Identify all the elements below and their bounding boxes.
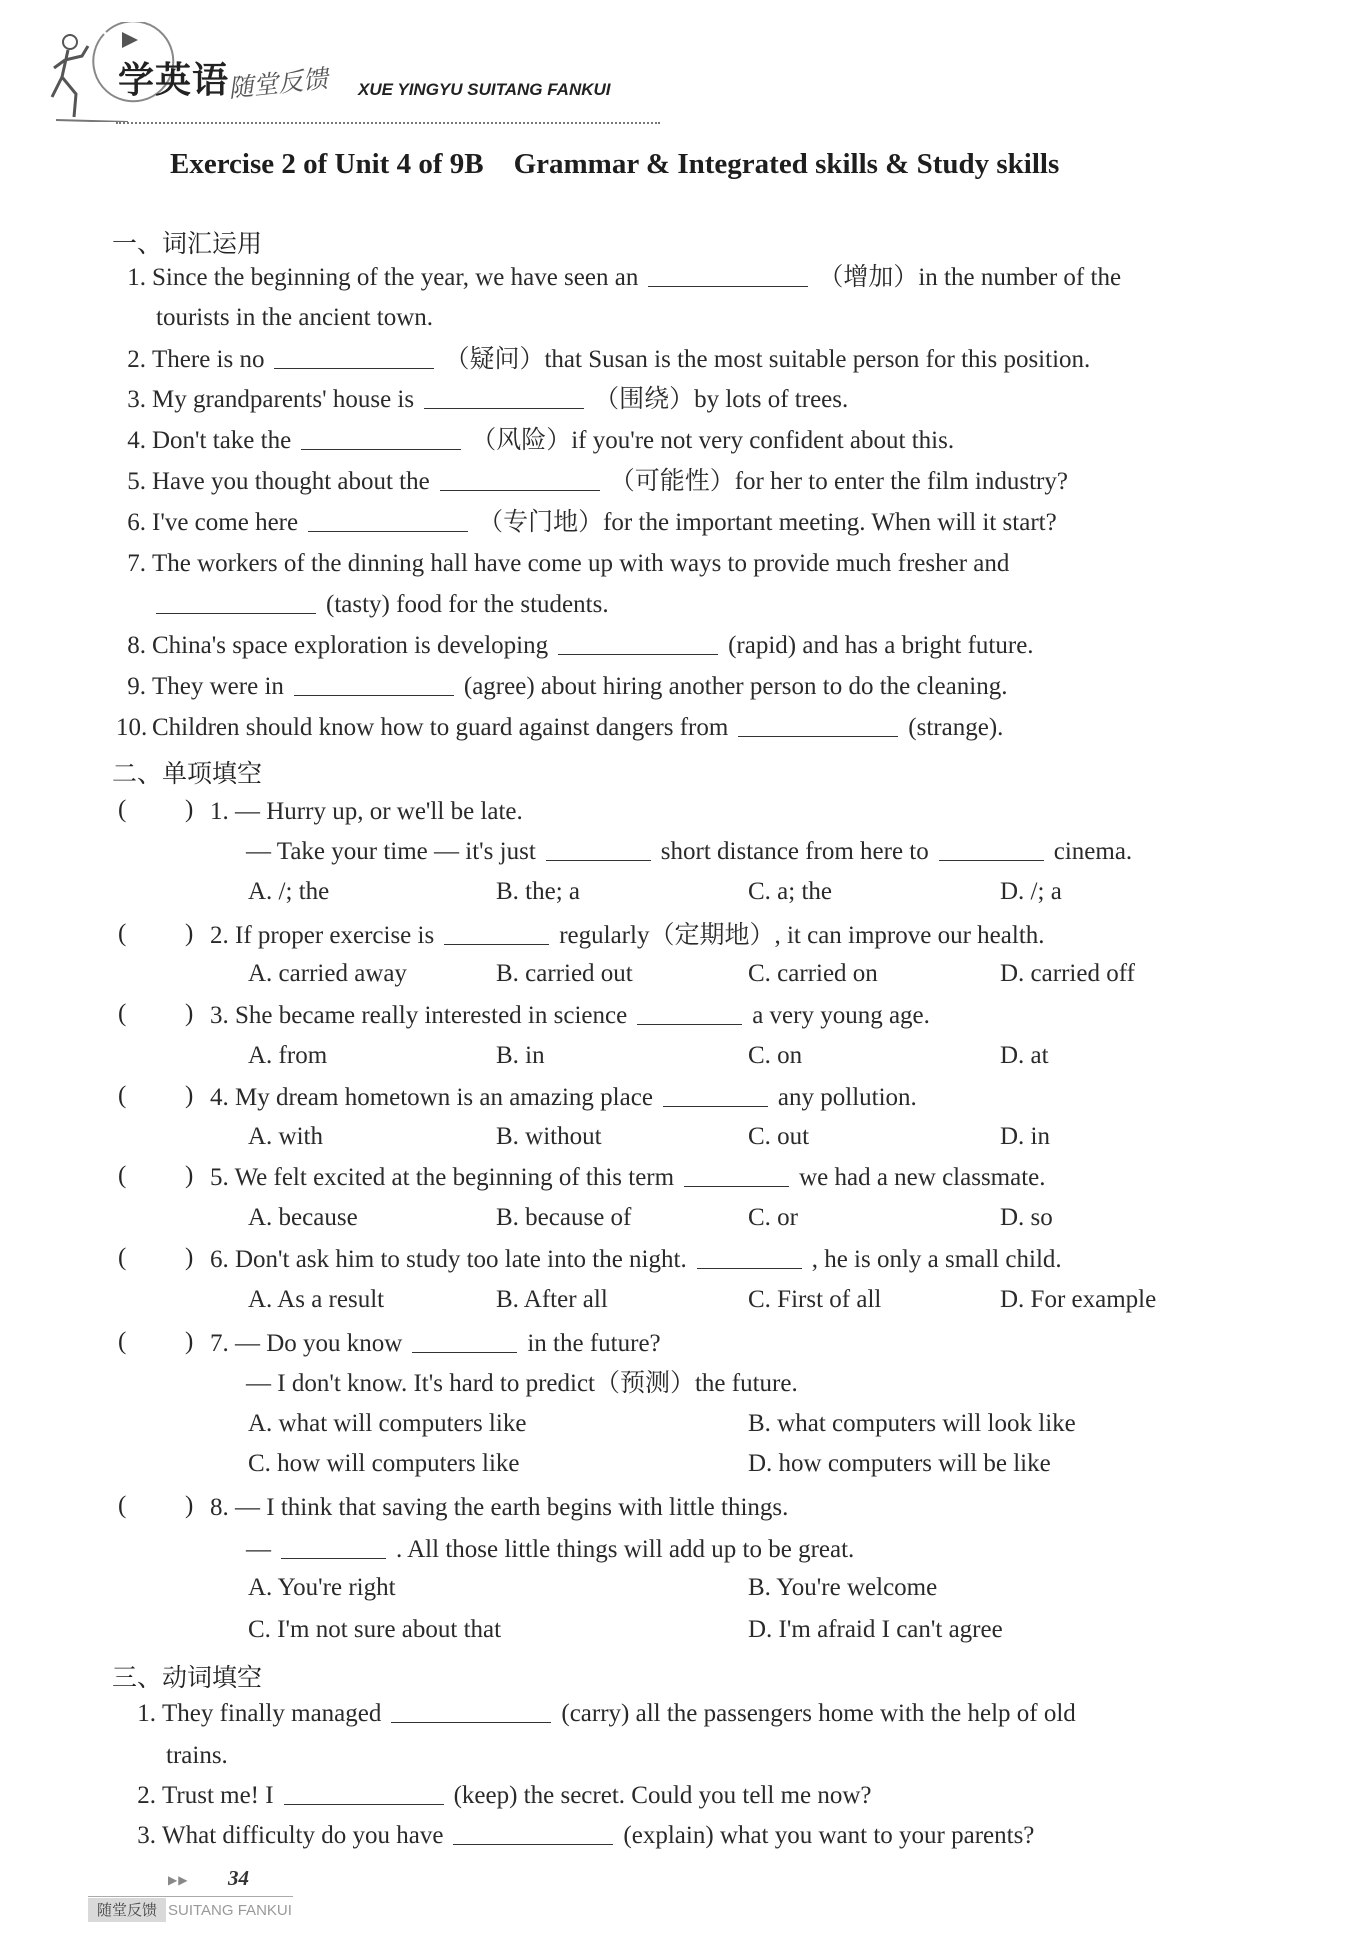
item-number: 6. — [127, 509, 146, 536]
answer-paren-open: ( — [118, 1328, 127, 1355]
answer-blank[interactable] — [391, 1700, 551, 1723]
question-number: 7. — [210, 1330, 229, 1357]
item-text: They were in — [152, 673, 284, 700]
question-text: cinema. — [1053, 838, 1133, 865]
option-c[interactable]: C. carried on — [748, 960, 878, 987]
answer-blank[interactable] — [697, 1246, 802, 1269]
item-hint: （增加）in the number of the — [818, 264, 1122, 291]
item-number: 10. — [116, 714, 148, 741]
question-text: We felt excited at the beginning of this term — [234, 1164, 675, 1191]
verb-item-1-cont: trains. — [166, 1742, 228, 1769]
option-c[interactable]: C. I'm not sure about that — [248, 1616, 502, 1643]
item-number: 8. — [127, 632, 146, 659]
item-hint: (keep) the secret. Could you tell me now? — [453, 1782, 872, 1809]
answer-paren-open: ( — [118, 920, 127, 947]
option-a[interactable]: A. with — [248, 1123, 323, 1150]
item-hint: (tasty) food for the students. — [326, 591, 609, 618]
option-a[interactable]: A. /; the — [248, 878, 330, 905]
question-number: 6. — [210, 1246, 229, 1273]
vocab-item-9 — [116, 671, 1007, 703]
section-heading-vocab: 一、词汇运用 — [112, 229, 263, 258]
option-a[interactable]: A. As a result — [248, 1286, 385, 1313]
question-text: regularly（定期地）, it can improve our health. — [559, 922, 1045, 949]
footer-pinyin: SUITANG FANKUI — [168, 1902, 292, 1919]
question-text: — I think that saving the earth begins with little things. — [235, 1494, 789, 1521]
vocab-item-1-cont: tourists in the ancient town. — [156, 304, 434, 331]
question-number: 3. — [210, 1002, 229, 1029]
item-number: 9. — [127, 673, 146, 700]
option-b[interactable]: B. You're welcome — [748, 1574, 938, 1601]
answer-blank[interactable] — [453, 1822, 613, 1845]
answer-paren-close: ) — [185, 1244, 194, 1271]
answer-blank[interactable] — [301, 427, 461, 450]
footer-divider — [88, 1896, 293, 1897]
question-text: we had a new classmate. — [799, 1164, 1046, 1191]
question-text: in the future? — [527, 1330, 661, 1357]
answer-blank[interactable] — [412, 1330, 517, 1353]
question-number: 8. — [210, 1494, 229, 1521]
item-text: Since the beginning of the year, we have seen an — [152, 264, 639, 291]
item-hint: （围绕）by lots of trees. — [594, 386, 849, 413]
option-d[interactable]: D. how computers will be like — [748, 1450, 1051, 1477]
item-hint: （疑问）that Susan is the most suitable person for this position. — [444, 346, 1091, 373]
question-text: She became really interested in science — [235, 1002, 628, 1029]
verb-item-2 — [126, 1780, 872, 1812]
option-c[interactable]: C. a; the — [748, 878, 833, 905]
vocab-item-7-cont — [156, 589, 609, 621]
choice-q3 — [210, 1000, 930, 1032]
choice-q5 — [210, 1162, 1046, 1194]
verb-item-3 — [126, 1820, 1034, 1852]
option-b[interactable]: B. carried out — [496, 960, 633, 987]
choice-q6 — [210, 1244, 1062, 1276]
option-d[interactable]: D. at — [1000, 1042, 1049, 1069]
choice-q8 — [210, 1492, 788, 1524]
option-d[interactable]: D. in — [1000, 1123, 1050, 1150]
item-hint: (agree) about hiring another person to do the cleaning. — [463, 673, 1008, 700]
item-number: 2. — [127, 346, 146, 373]
question-text: — Take your time — it's just — [246, 838, 536, 865]
option-c[interactable]: C. First of all — [748, 1286, 882, 1313]
item-text: Trust me! I — [162, 1782, 274, 1809]
answer-paren-open: ( — [118, 1244, 127, 1271]
option-a[interactable]: A. carried away — [248, 960, 407, 987]
option-c[interactable]: C. on — [748, 1042, 803, 1069]
question-number: 2. — [210, 922, 229, 949]
option-d[interactable]: D. I'm afraid I can't agree — [748, 1616, 1003, 1643]
vocab-item-10 — [116, 712, 1003, 744]
option-b[interactable]: B. After all — [496, 1286, 608, 1313]
page-title — [170, 148, 1220, 181]
option-b[interactable]: B. the; a — [496, 878, 581, 905]
verb-item-1 — [126, 1698, 1076, 1730]
item-text: What difficulty do you have — [162, 1822, 444, 1849]
answer-blank[interactable] — [294, 673, 454, 696]
option-b[interactable]: B. without — [496, 1123, 602, 1150]
option-d[interactable]: D. For example — [1000, 1286, 1157, 1313]
choice-q8-reply — [246, 1534, 854, 1566]
option-a[interactable]: A. what will computers like — [248, 1410, 527, 1437]
item-number: 3. — [137, 1822, 156, 1849]
item-text: The workers of the dinning hall have come up with ways to provide much fresher and — [152, 550, 1010, 577]
answer-blank[interactable] — [444, 922, 549, 945]
answer-blank[interactable] — [424, 386, 584, 409]
vocab-item-6 — [116, 507, 1057, 539]
item-text: My grandparents' house is — [152, 386, 415, 413]
answer-paren-close: ) — [185, 1328, 194, 1355]
vocab-item-1 — [116, 262, 1121, 294]
answer-blank[interactable] — [274, 346, 434, 369]
page-number: 34 — [228, 1866, 249, 1890]
choice-q7 — [210, 1328, 661, 1360]
item-hint: （专门地）for the important meeting. When will it start? — [478, 509, 1057, 536]
option-a[interactable]: A. from — [248, 1042, 328, 1069]
question-number: 4. — [210, 1084, 229, 1111]
answer-paren-close: ) — [185, 796, 194, 823]
question-text: — — [246, 1536, 271, 1563]
header-divider — [116, 122, 660, 124]
item-number: 2. — [137, 1782, 156, 1809]
option-d[interactable]: D. so — [1000, 1204, 1053, 1231]
answer-blank[interactable] — [546, 838, 651, 861]
vocab-item-8 — [116, 630, 1034, 662]
answer-blank[interactable] — [684, 1164, 789, 1187]
title-exercise: Exercise 2 of Unit 4 of 9B — [170, 148, 484, 180]
answer-paren-close: ) — [185, 920, 194, 947]
option-a[interactable]: A. You're right — [248, 1574, 396, 1601]
question-text: — Do you know — [235, 1330, 403, 1357]
item-hint: （风险）if you're not very confident about this. — [471, 427, 955, 454]
answer-blank[interactable] — [440, 468, 600, 491]
vocab-item-5 — [116, 466, 1068, 498]
answer-blank[interactable] — [281, 1536, 386, 1559]
option-c[interactable]: C. out — [748, 1123, 810, 1150]
page-arrow-icon: ▶▶ — [168, 1873, 189, 1887]
choice-q2 — [210, 920, 1045, 952]
item-number: 4. — [127, 427, 146, 454]
question-number: 1. — [210, 798, 229, 825]
item-text: Don't take the — [152, 427, 292, 454]
brand-subtitle: 随堂反馈 — [226, 63, 330, 104]
option-b[interactable]: B. in — [496, 1042, 545, 1069]
question-text: My dream hometown is an amazing place — [235, 1084, 653, 1111]
answer-blank[interactable] — [156, 591, 316, 614]
vocab-item-2 — [116, 344, 1090, 376]
option-b[interactable]: B. because of — [496, 1204, 632, 1231]
question-number: 5. — [210, 1164, 229, 1191]
item-number: 5. — [127, 468, 146, 495]
title-topics: Grammar & Integrated skills & Study skills — [513, 148, 1060, 180]
item-text: Children should know how to guard against dangers from — [152, 714, 729, 741]
brand-title: 学英语 — [118, 60, 230, 101]
option-d[interactable]: D. /; a — [1000, 878, 1062, 905]
vocab-item-7 — [116, 548, 1009, 580]
option-c[interactable]: C. or — [748, 1204, 798, 1231]
answer-blank[interactable] — [738, 714, 898, 737]
item-hint: (carry) all the passengers home with the help of old — [561, 1700, 1076, 1727]
choice-q4 — [210, 1082, 917, 1114]
question-text: short distance from here to — [660, 838, 929, 865]
item-number: 1. — [127, 264, 146, 291]
question-text: a very young age. — [752, 1002, 930, 1029]
answer-blank[interactable] — [648, 264, 808, 287]
brand-pinyin: XUE YINGYU SUITANG FANKUI — [358, 80, 611, 99]
answer-paren-close: ) — [185, 1082, 194, 1109]
option-d[interactable]: D. carried off — [1000, 960, 1135, 987]
question-text: . All those little things will add up to be great. — [396, 1536, 855, 1563]
answer-paren-open: ( — [118, 1162, 127, 1189]
answer-paren-open: ( — [118, 1082, 127, 1109]
section-heading-verbs: 三、动词填空 — [112, 1663, 263, 1692]
option-a[interactable]: A. because — [248, 1204, 358, 1231]
answer-blank[interactable] — [939, 838, 1044, 861]
answer-paren-close: ) — [185, 1162, 194, 1189]
option-b[interactable]: B. what computers will look like — [748, 1410, 1076, 1437]
answer-paren-close: ) — [185, 1492, 194, 1519]
answer-blank[interactable] — [284, 1782, 444, 1805]
question-text: any pollution. — [777, 1084, 917, 1111]
item-text: China's space exploration is developing — [152, 632, 549, 659]
question-text: If proper exercise is — [235, 922, 435, 949]
section-heading-choice: 二、单项填空 — [112, 759, 263, 788]
answer-blank[interactable] — [663, 1084, 768, 1107]
answer-paren-close: ) — [185, 1000, 194, 1027]
question-text: Don't ask him to study too late into the night. — [235, 1246, 687, 1273]
answer-paren-open: ( — [118, 1492, 127, 1519]
item-text: They finally managed — [162, 1700, 382, 1727]
item-hint: (explain) what you want to your parents? — [623, 1822, 1035, 1849]
answer-paren-open: ( — [118, 1000, 127, 1027]
question-text: — Hurry up, or we'll be late. — [235, 798, 523, 825]
vocab-item-4 — [116, 425, 954, 457]
choice-q1 — [210, 796, 523, 828]
item-text: There is no — [152, 346, 265, 373]
choice-q7-reply: — I don't know. It's hard to predict（预测）the future. — [246, 1370, 798, 1397]
footer-badge: 随堂反馈 — [88, 1898, 166, 1922]
item-hint: (rapid) and has a bright future. — [728, 632, 1034, 659]
item-text: I've come here — [152, 509, 299, 536]
item-hint: （可能性）for her to enter the film industry? — [609, 468, 1068, 495]
answer-paren-open: ( — [118, 796, 127, 823]
item-number: 1. — [137, 1700, 156, 1727]
answer-blank[interactable] — [308, 509, 468, 532]
option-c[interactable]: C. how will computers like — [248, 1450, 520, 1477]
question-text: , he is only a small child. — [811, 1246, 1062, 1273]
answer-blank[interactable] — [637, 1002, 742, 1025]
answer-blank[interactable] — [558, 632, 718, 655]
item-number: 3. — [127, 386, 146, 413]
page-header — [48, 22, 660, 132]
item-text: Have you thought about the — [152, 468, 430, 495]
choice-q1-reply — [246, 836, 1132, 868]
vocab-item-3 — [116, 384, 848, 416]
item-hint: (strange). — [908, 714, 1004, 741]
item-number: 7. — [127, 550, 146, 577]
